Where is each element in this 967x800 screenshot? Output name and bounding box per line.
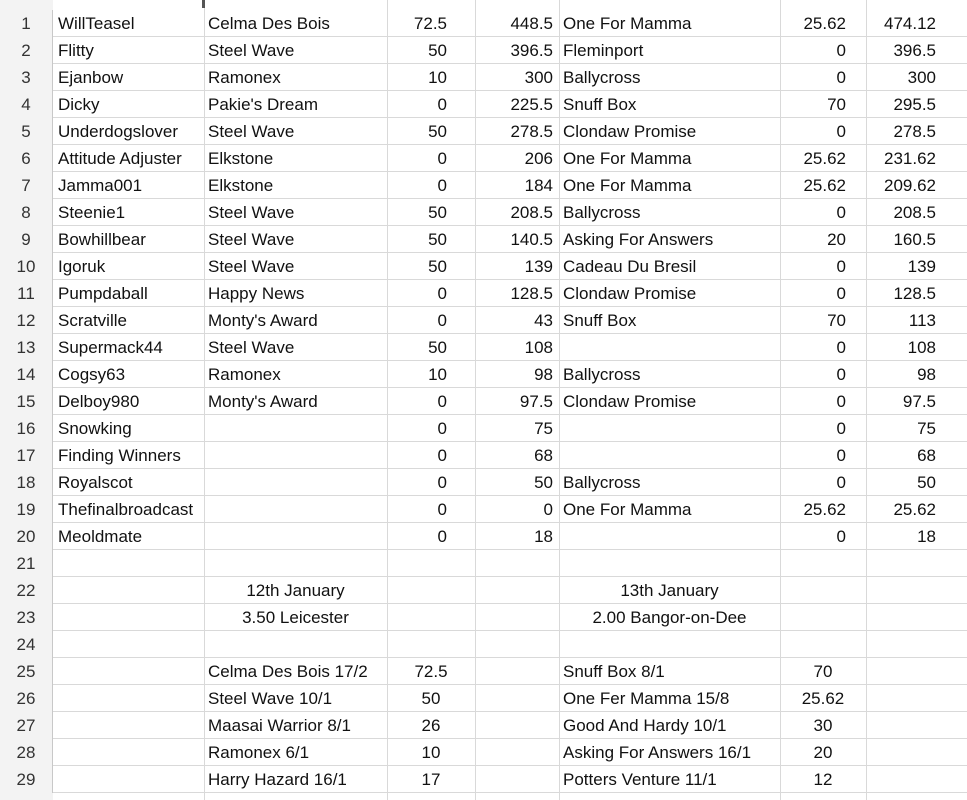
table-row: [0, 91, 967, 118]
cell-points-jan12[interactable]: 0: [437, 311, 447, 330]
cell-total-before[interactable]: [475, 685, 559, 712]
table-row: [0, 604, 967, 631]
table-row: [0, 739, 967, 766]
cell-player-name[interactable]: Supermack44: [58, 338, 163, 357]
cell-total-after[interactable]: [866, 604, 967, 631]
cell-total-after[interactable]: 474.12: [884, 14, 936, 33]
cell-horse-jan12[interactable]: Elkstone: [208, 149, 274, 168]
row-number: 4: [0, 91, 53, 118]
table-row: [0, 307, 967, 334]
cell-total-after[interactable]: [866, 685, 967, 712]
row-number: 1: [0, 10, 53, 37]
cell-points-jan13[interactable]: 0: [836, 473, 846, 492]
table-row: [0, 334, 967, 361]
cell-total-before[interactable]: 75: [534, 419, 553, 438]
cell-points-jan13[interactable]: 0: [836, 527, 846, 546]
cell-total-before[interactable]: [475, 631, 559, 658]
cell-total-before[interactable]: 206: [524, 149, 553, 168]
cell-total-before[interactable]: [475, 712, 559, 739]
cell-horse-jan13[interactable]: Ballycross: [563, 365, 641, 384]
cell-points-jan12[interactable]: 17: [421, 770, 441, 789]
cell-total-after[interactable]: 139: [907, 257, 936, 276]
cell-horse-jan13[interactable]: [559, 631, 780, 658]
cell-total-after[interactable]: [866, 712, 967, 739]
cell-total-after[interactable]: 25.62: [893, 500, 936, 519]
row-number: 10: [0, 253, 53, 280]
cell-total-after[interactable]: 128.5: [893, 284, 936, 303]
cell-horse-jan12[interactable]: Ramonex: [208, 68, 281, 87]
cell-total-after[interactable]: 108: [907, 338, 936, 357]
column-divider: [204, 0, 205, 800]
cell-total-after[interactable]: 160.5: [893, 230, 936, 249]
cell-points-jan12[interactable]: 0: [437, 473, 447, 492]
cell-player-name[interactable]: Thefinalbroadcast: [58, 500, 194, 519]
cell-horse-jan13[interactable]: Ballycross: [563, 203, 641, 222]
cell-points-jan13[interactable]: 25.62: [803, 149, 846, 168]
cell-total-after[interactable]: [866, 577, 967, 604]
cell-points-jan12[interactable]: [387, 550, 475, 577]
cell-horse-jan13[interactable]: One For Mamma: [563, 149, 692, 168]
cell-points-jan12[interactable]: 10: [428, 68, 447, 87]
cell-player-name[interactable]: Igoruk: [58, 257, 106, 276]
cell-horse-jan13[interactable]: Snuff Box 8/1: [563, 662, 665, 681]
cell-horse-jan12[interactable]: Steel Wave: [208, 257, 295, 276]
cell-horse-jan12[interactable]: [204, 415, 387, 442]
cell-points-jan12[interactable]: 0: [437, 149, 447, 168]
cell-points-jan12[interactable]: 50: [428, 230, 447, 249]
cell-points-jan13[interactable]: 0: [836, 392, 846, 411]
row-number: 13: [0, 334, 53, 361]
row-number: 6: [0, 145, 53, 172]
cell-horse-jan12[interactable]: Celma Des Bois 17/2: [208, 662, 368, 681]
cell-horse-jan13[interactable]: One For Mamma: [563, 176, 692, 195]
cell-total-before[interactable]: [475, 739, 559, 766]
cell-total-before[interactable]: 98: [534, 365, 553, 384]
column-divider: [559, 0, 560, 800]
cell-total-after[interactable]: 300: [907, 68, 936, 87]
cell-points-jan12[interactable]: 0: [437, 95, 447, 114]
cell-horse-jan12[interactable]: Monty's Award: [208, 392, 318, 411]
cell-horse-jan13[interactable]: [559, 550, 780, 577]
cell-player-name[interactable]: Steenie1: [58, 203, 126, 222]
row-number: 12: [0, 307, 53, 334]
table-row: [0, 361, 967, 388]
cell-total-after[interactable]: 18: [917, 527, 936, 546]
cell-horse-jan13[interactable]: [559, 334, 780, 361]
cell-points-jan13[interactable]: 0: [836, 257, 846, 276]
cell-horse-jan13[interactable]: Ballycross: [563, 473, 641, 492]
cell-player-name[interactable]: Snowking: [58, 419, 132, 438]
cell-horse-jan12[interactable]: Steel Wave 10/1: [208, 689, 333, 708]
cell-total-before[interactable]: 208.5: [510, 203, 553, 222]
cell-total-before[interactable]: 50: [534, 473, 553, 492]
table-row: [0, 577, 967, 604]
cell-points-jan12[interactable]: 0: [437, 284, 447, 303]
cell-horse-jan12[interactable]: [204, 442, 387, 469]
cell-points-jan13[interactable]: [780, 550, 866, 577]
row-number: 25: [0, 658, 53, 685]
row-number: 29: [0, 766, 53, 793]
cell-points-jan13[interactable]: 12: [813, 770, 833, 789]
cell-player-name[interactable]: [53, 712, 204, 739]
cell-points-jan12[interactable]: 0: [437, 500, 447, 519]
cell-horse-jan13[interactable]: Clondaw Promise: [563, 392, 697, 411]
row-number: 2: [0, 37, 53, 64]
cell-horse-jan12[interactable]: [204, 631, 387, 658]
row-number: 24: [0, 631, 53, 658]
row-number: 27: [0, 712, 53, 739]
cell-player-name[interactable]: Jamma001: [58, 176, 143, 195]
cell-points-jan13[interactable]: 70: [813, 662, 833, 681]
row-number: 15: [0, 388, 53, 415]
cell-points-jan13[interactable]: 25.62: [803, 500, 846, 519]
cell-horse-jan13[interactable]: Asking For Answers: [563, 230, 714, 249]
cell-horse-jan13[interactable]: One For Mamma: [563, 14, 692, 33]
cell-player-name[interactable]: Bowhillbear: [58, 230, 146, 249]
cell-total-before[interactable]: 0: [543, 500, 553, 519]
table-row: [0, 388, 967, 415]
column-divider: [866, 0, 867, 800]
cell-total-after[interactable]: 50: [917, 473, 936, 492]
cell-player-name[interactable]: [53, 685, 204, 712]
column-divider: [475, 0, 476, 800]
row-number: 14: [0, 361, 53, 388]
table-row: [0, 118, 967, 145]
cell-points-jan12[interactable]: 10: [421, 743, 441, 762]
cell-player-name[interactable]: Dicky: [58, 95, 100, 114]
cell-total-after[interactable]: 75: [917, 419, 936, 438]
cell-points-jan13[interactable]: 20: [827, 230, 846, 249]
cell-player-name[interactable]: [53, 577, 204, 604]
cell-total-before[interactable]: 108: [524, 338, 553, 357]
cell-horse-jan13[interactable]: One For Mamma: [563, 500, 692, 519]
cell-points-jan12[interactable]: 0: [437, 446, 447, 465]
table-row: [0, 496, 967, 523]
table-row: [0, 415, 967, 442]
cell-total-after[interactable]: 209.62: [884, 176, 936, 195]
cell-total-before[interactable]: 278.5: [510, 122, 553, 141]
cell-horse-jan13[interactable]: Ballycross: [563, 68, 641, 87]
row-number: 16: [0, 415, 53, 442]
cell-points-jan13[interactable]: 30: [813, 716, 833, 735]
cell-total-before[interactable]: 18: [534, 527, 553, 546]
cell-points-jan12[interactable]: 50: [428, 338, 447, 357]
cell-total-before[interactable]: 184: [524, 176, 553, 195]
cell-horse-jan13[interactable]: [559, 523, 780, 550]
table-row: [0, 10, 967, 37]
column-divider: [387, 0, 388, 800]
cell-points-jan13[interactable]: 25.62: [803, 176, 846, 195]
row-number: 28: [0, 739, 53, 766]
cell-points-jan13[interactable]: 0: [836, 365, 846, 384]
table-row: [0, 199, 967, 226]
cell-points-jan13[interactable]: [780, 631, 866, 658]
cell-horse-jan12[interactable]: Maasai Warrior 8/1: [208, 716, 351, 735]
cell-horse-jan12[interactable]: Steel Wave: [208, 230, 295, 249]
cell-total-before[interactable]: [475, 604, 559, 631]
cell-total-after[interactable]: [866, 739, 967, 766]
cell-player-name[interactable]: Scratville: [58, 311, 127, 330]
cell-horse-jan13[interactable]: Snuff Box: [563, 311, 637, 330]
cell-horse-jan13[interactable]: 2.00 Bangor-on-Dee: [592, 608, 747, 627]
cell-horse-jan12[interactable]: Ramonex: [208, 365, 281, 384]
cell-points-jan12[interactable]: 0: [437, 527, 447, 546]
cell-total-before[interactable]: 68: [534, 446, 553, 465]
row-number: 19: [0, 496, 53, 523]
cell-total-before[interactable]: [475, 550, 559, 577]
cell-total-before[interactable]: [475, 658, 559, 685]
cell-total-after[interactable]: 113: [908, 311, 936, 330]
cell-total-after[interactable]: 396.5: [893, 41, 936, 60]
cell-points-jan12[interactable]: 0: [437, 392, 447, 411]
cell-horse-jan13[interactable]: Cadeau Du Bresil: [563, 257, 697, 276]
cell-horse-jan13[interactable]: Clondaw Promise: [563, 122, 697, 141]
cell-points-jan12[interactable]: 72.5: [413, 14, 447, 33]
cell-horse-jan12[interactable]: [204, 469, 387, 496]
cell-player-name[interactable]: Ejanbow: [58, 68, 124, 87]
cell-total-after[interactable]: 68: [917, 446, 936, 465]
cell-total-before[interactable]: 43: [534, 311, 553, 330]
cell-points-jan13[interactable]: 0: [836, 122, 846, 141]
cell-points-jan13[interactable]: [780, 604, 866, 631]
cell-horse-jan13[interactable]: One Fer Mamma 15/8: [563, 689, 730, 708]
cell-player-name[interactable]: Finding Winners: [58, 446, 181, 465]
cell-total-after[interactable]: 98: [917, 365, 936, 384]
table-row: [0, 550, 967, 577]
row-number: 7: [0, 172, 53, 199]
row-number: 8: [0, 199, 53, 226]
cell-horse-jan13[interactable]: Potters Venture 11/1: [563, 770, 717, 789]
cell-horse-jan12[interactable]: Monty's Award: [208, 311, 318, 330]
table-row: [0, 469, 967, 496]
table-row: [0, 442, 967, 469]
table-row: [0, 253, 967, 280]
cell-horse-jan13[interactable]: Asking For Answers 16/1: [563, 743, 752, 762]
cell-points-jan13[interactable]: 20: [813, 743, 833, 762]
table-row: [0, 523, 967, 550]
cell-points-jan13[interactable]: 70: [827, 311, 846, 330]
cell-total-before[interactable]: 139: [524, 257, 553, 276]
cell-player-name[interactable]: Pumpdaball: [58, 284, 148, 303]
column-resize-handle[interactable]: [202, 0, 205, 8]
cell-points-jan12[interactable]: [387, 577, 475, 604]
cell-horse-jan12[interactable]: 12th January: [246, 581, 345, 600]
cell-points-jan12[interactable]: 50: [428, 122, 447, 141]
cell-player-name[interactable]: [53, 766, 204, 793]
table-row: [0, 37, 967, 64]
table-row: [0, 712, 967, 739]
cell-points-jan12[interactable]: 0: [437, 419, 447, 438]
cell-player-name[interactable]: Underdogslover: [58, 122, 179, 141]
cell-points-jan13[interactable]: [780, 577, 866, 604]
cell-player-name[interactable]: Delboy980: [58, 392, 140, 411]
cell-points-jan13[interactable]: 0: [836, 419, 846, 438]
cell-points-jan12[interactable]: 50: [428, 41, 447, 60]
row-number: 18: [0, 469, 53, 496]
cell-points-jan12[interactable]: 26: [421, 716, 441, 735]
column-divider: [780, 0, 781, 800]
cell-total-before[interactable]: 140.5: [510, 230, 553, 249]
table-row: [0, 685, 967, 712]
row-number: 26: [0, 685, 53, 712]
cell-total-after[interactable]: 97.5: [902, 392, 936, 411]
cell-total-after[interactable]: 295.5: [893, 95, 936, 114]
table-row: [0, 145, 967, 172]
cell-total-after[interactable]: [866, 766, 967, 793]
cell-points-jan12[interactable]: 0: [437, 176, 447, 195]
cell-horse-jan12[interactable]: 3.50 Leicester: [242, 608, 349, 627]
cell-total-after[interactable]: [866, 550, 967, 577]
cell-points-jan13[interactable]: 0: [836, 41, 846, 60]
cell-horse-jan12[interactable]: Steel Wave: [208, 122, 295, 141]
table-row: [0, 658, 967, 685]
cell-player-name[interactable]: Flitty: [58, 41, 94, 60]
cell-total-before[interactable]: 225.5: [510, 95, 553, 114]
table-row: [0, 64, 967, 91]
cell-total-before[interactable]: [475, 577, 559, 604]
cell-horse-jan12[interactable]: Pakie's Dream: [208, 95, 319, 114]
cell-horse-jan13[interactable]: Clondaw Promise: [563, 284, 697, 303]
table-row: [0, 172, 967, 199]
cell-total-before[interactable]: 128.5: [510, 284, 553, 303]
cell-points-jan13[interactable]: 0: [836, 284, 846, 303]
cell-points-jan12[interactable]: 50: [428, 203, 447, 222]
cell-horse-jan13[interactable]: Snuff Box: [563, 95, 637, 114]
cell-player-name[interactable]: Meoldmate: [58, 527, 143, 546]
cell-horse-jan13[interactable]: Fleminport: [563, 41, 644, 60]
cell-total-before[interactable]: [475, 766, 559, 793]
cell-player-name[interactable]: [53, 739, 204, 766]
cell-points-jan13[interactable]: 0: [836, 338, 846, 357]
cell-points-jan12[interactable]: 10: [428, 365, 447, 384]
cell-horse-jan13[interactable]: [559, 442, 780, 469]
table-row: [0, 631, 967, 658]
cell-total-before[interactable]: 396.5: [510, 41, 553, 60]
cell-total-after[interactable]: 231.62: [884, 149, 936, 168]
cell-player-name[interactable]: Attitude Adjuster: [58, 149, 182, 168]
cell-total-before[interactable]: 448.5: [510, 14, 553, 33]
cell-horse-jan12[interactable]: Celma Des Bois: [208, 14, 330, 33]
cell-player-name[interactable]: Cogsy63: [58, 365, 126, 384]
row-number: 5: [0, 118, 53, 145]
cell-total-after[interactable]: [866, 631, 967, 658]
cell-horse-jan12[interactable]: [204, 496, 387, 523]
cell-horse-jan12[interactable]: Steel Wave: [208, 203, 295, 222]
cell-player-name[interactable]: [53, 550, 204, 577]
cell-player-name[interactable]: [53, 658, 204, 685]
row-number: 17: [0, 442, 53, 469]
cell-points-jan13[interactable]: 0: [836, 203, 846, 222]
cell-total-after[interactable]: 208.5: [893, 203, 936, 222]
cell-player-name[interactable]: [53, 631, 204, 658]
cell-points-jan12[interactable]: 50: [421, 689, 441, 708]
cell-total-before[interactable]: 300: [524, 68, 553, 87]
cell-points-jan13[interactable]: 70: [827, 95, 846, 114]
cell-horse-jan13[interactable]: Good And Hardy 10/1: [563, 716, 727, 735]
table-row: [0, 766, 967, 793]
row-number: 11: [0, 280, 53, 307]
cell-player-name[interactable]: [53, 604, 204, 631]
row-number: 22: [0, 577, 53, 604]
cell-horse-jan12[interactable]: Ramonex 6/1: [208, 743, 310, 762]
cell-horse-jan12[interactable]: Happy News: [208, 284, 305, 303]
cell-points-jan13[interactable]: 0: [836, 446, 846, 465]
cell-player-name[interactable]: WillTeasel: [58, 14, 135, 33]
cell-horse-jan12[interactable]: Elkstone: [208, 176, 274, 195]
cell-horse-jan12[interactable]: Harry Hazard 16/1: [208, 770, 347, 789]
cell-horse-jan12[interactable]: Steel Wave: [208, 41, 295, 60]
cell-points-jan12[interactable]: [387, 631, 475, 658]
row-number: 23: [0, 604, 53, 631]
cell-points-jan13[interactable]: 25.62: [801, 689, 845, 708]
cell-points-jan12[interactable]: 50: [428, 257, 447, 276]
row-number: 3: [0, 64, 53, 91]
cell-points-jan12[interactable]: 72.5: [414, 662, 448, 681]
cell-total-after[interactable]: 278.5: [893, 122, 936, 141]
cell-horse-jan13[interactable]: [559, 415, 780, 442]
cell-total-before[interactable]: 97.5: [519, 392, 553, 411]
cell-total-after[interactable]: [866, 658, 967, 685]
cell-points-jan13[interactable]: 25.62: [803, 14, 846, 33]
row-number: 9: [0, 226, 53, 253]
cell-horse-jan12[interactable]: Steel Wave: [208, 338, 295, 357]
table-row: [0, 226, 967, 253]
table-row: [0, 280, 967, 307]
cell-points-jan12[interactable]: [387, 604, 475, 631]
row-number: 21: [0, 550, 53, 577]
cell-player-name[interactable]: Royalscot: [58, 473, 133, 492]
row-number: 20: [0, 523, 53, 550]
cell-horse-jan12[interactable]: [204, 523, 387, 550]
cell-horse-jan13[interactable]: 13th January: [620, 581, 719, 600]
cell-points-jan13[interactable]: 0: [836, 68, 846, 87]
cell-horse-jan12[interactable]: [204, 550, 387, 577]
